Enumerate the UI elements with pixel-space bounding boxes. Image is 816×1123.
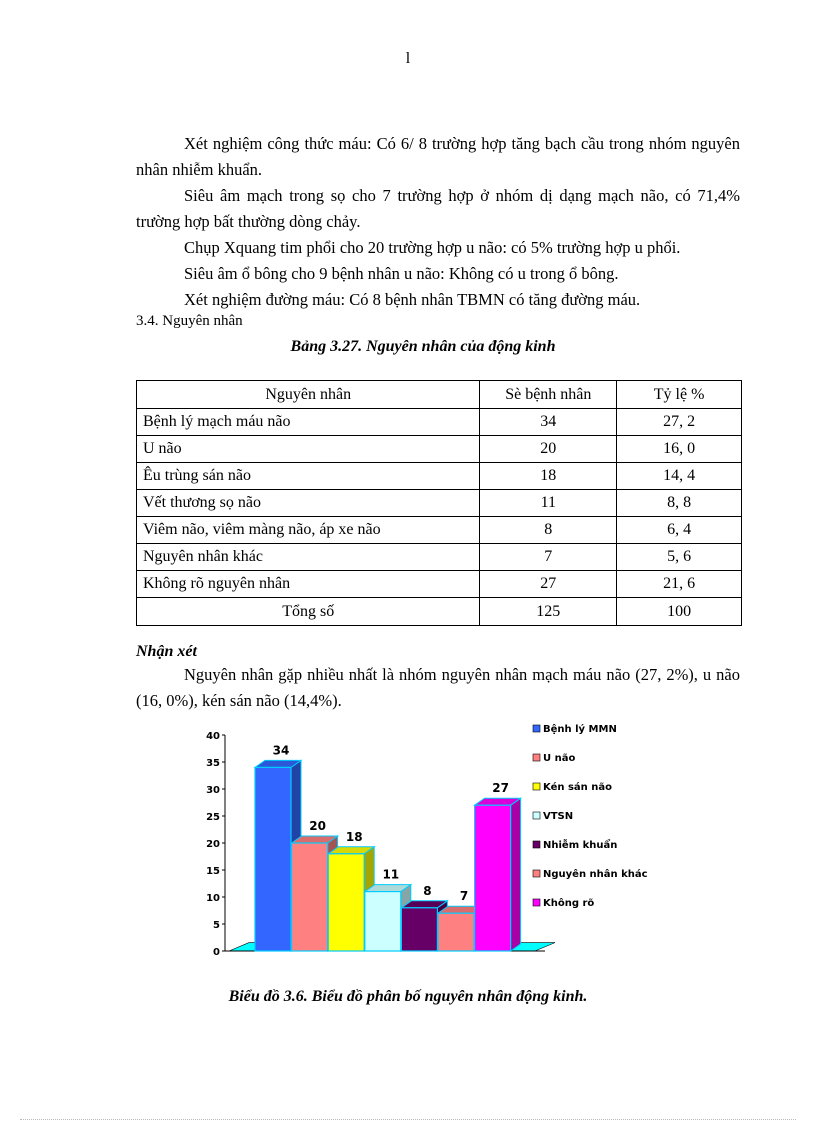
comment-body [136, 662, 740, 714]
y-tick-label: 25 [206, 812, 220, 823]
y-tick-label: 35 [206, 758, 220, 769]
percent-cell: 14, 4 [617, 463, 742, 490]
table-row [137, 544, 742, 571]
table-row [137, 436, 742, 463]
legend-swatch [533, 754, 540, 761]
header-cell: Nguyên nhân [137, 381, 480, 409]
body-text [136, 131, 740, 313]
bar [255, 767, 291, 951]
bar [292, 843, 328, 951]
percent-cell: 5, 6 [617, 544, 742, 571]
table-row [137, 463, 742, 490]
count-cell: 20 [480, 436, 617, 463]
table-row [137, 517, 742, 544]
paragraph-blood-sugar: Xét nghiệm đường máu: Có 8 bệnh nhân TBMN có tăng đường máu. [184, 290, 641, 309]
bar-data-label: 27 [492, 781, 509, 796]
cause-bar-chart [205, 722, 705, 962]
cause-cell: U não [137, 436, 480, 463]
bar-side [511, 798, 521, 951]
paragraph-ultrasound-vessels: Siêu âm mạch trong sọ cho 7 trường hợp ở nhóm dị dạng mạch não, có 71,4% trường hợp bất thường dòng chảy. [136, 186, 740, 231]
chart-caption: Biểu đồ 3.6. Biểu đồ phân bố nguyên nhân động kinh. [228, 988, 588, 1005]
comment-title: Nhận xét [136, 643, 197, 660]
legend-swatch [533, 899, 540, 906]
legend-label: Nguyên nhân khác [543, 869, 648, 880]
paragraph-abdominal-ultrasound: Siêu âm ổ bông cho 9 bệnh nhân u não: Không có u trong ổ bông. [184, 264, 619, 283]
legend-swatch [533, 783, 540, 790]
bar-data-label: 11 [382, 867, 400, 882]
percent-cell: 21, 6 [617, 571, 742, 598]
cause-cell: Viêm não, viêm màng não, áp xe não [137, 517, 480, 544]
count-cell: 8 [480, 517, 617, 544]
total-count-cell: 125 [480, 598, 617, 626]
total-percent-cell: 100 [617, 598, 742, 626]
cause-cell: Vết thương sọ não [137, 490, 480, 517]
legend-swatch [533, 812, 540, 819]
cause-cell: Êu trùng sán não [137, 463, 480, 490]
bar [401, 908, 437, 951]
bar [475, 805, 511, 951]
count-cell: 18 [480, 463, 617, 490]
count-cell: 27 [480, 571, 617, 598]
header-cell: Tỷ lệ % [617, 381, 742, 409]
y-tick-label: 0 [213, 947, 220, 958]
comment-text: Nguyên nhân gặp nhiều nhất là nhóm nguyên nhân mạch máu não (27, 2%), u não (16, 0%), kén sán não (14,4%). [136, 665, 740, 710]
cause-cell: Không rõ nguyên nhân [137, 571, 480, 598]
count-cell: 34 [480, 409, 617, 436]
count-cell: 11 [480, 490, 617, 517]
bar-data-label: 20 [309, 819, 326, 833]
section-heading: 3.4. Nguyên nhân [136, 313, 243, 329]
bar-data-label: 34 [272, 743, 290, 758]
bar-data-label: 8 [423, 883, 432, 898]
bar-data-label: 18 [345, 829, 363, 844]
page-number: l [405, 50, 411, 67]
bar [365, 892, 401, 951]
page-bottom-rule [20, 1119, 796, 1120]
table-caption: Bảng 3.27. Nguyên nhân của động kinh [290, 338, 556, 355]
y-tick-label: 15 [206, 866, 220, 877]
y-tick-label: 30 [206, 785, 220, 796]
cause-table [136, 380, 742, 626]
table-header-row [137, 381, 742, 409]
percent-cell: 8, 8 [617, 490, 742, 517]
y-tick-label: 40 [206, 731, 220, 742]
cause-cell: Bệnh lý mạch máu não [137, 409, 480, 436]
total-label-cell: Tổng số [137, 598, 480, 626]
legend-label: Bệnh lý MMN [543, 724, 617, 735]
cause-cell: Nguyên nhân khác [137, 544, 480, 571]
legend-swatch [533, 725, 540, 732]
legend-label: U não [543, 753, 576, 764]
bar-data-label: 7 [459, 889, 469, 904]
count-cell: 7 [480, 544, 617, 571]
legend-label: VTSN [543, 811, 574, 822]
legend-swatch [533, 841, 540, 848]
percent-cell: 16, 0 [617, 436, 742, 463]
paragraph-chest-xray: Chụp Xquang tim phổi cho 20 trường hợp u não: có 5% trường hợp u phổi. [184, 238, 681, 257]
table-row [137, 571, 742, 598]
y-tick-label: 10 [206, 893, 220, 904]
y-tick-label: 5 [213, 920, 220, 931]
table-total-row [137, 598, 742, 626]
y-tick-label: 20 [206, 839, 220, 850]
bar [438, 913, 474, 951]
legend-label: Nhiễm khuẩn [543, 840, 618, 851]
legend-swatch [533, 870, 540, 877]
header-cell: Sè bệnh nhân [480, 381, 617, 409]
bar [328, 854, 364, 951]
legend-label: Không rõ [543, 898, 595, 909]
legend-label: Kén sán não [543, 782, 612, 793]
percent-cell: 6, 4 [617, 517, 742, 544]
percent-cell: 27, 2 [617, 409, 742, 436]
table-row [137, 409, 742, 436]
table-row [137, 490, 742, 517]
paragraph-blood-test: Xét nghiệm công thức máu: Có 6/ 8 trường hợp tăng bạch cầu trong nhóm nguyên nhân nhiễm khuẩn. [136, 134, 740, 179]
